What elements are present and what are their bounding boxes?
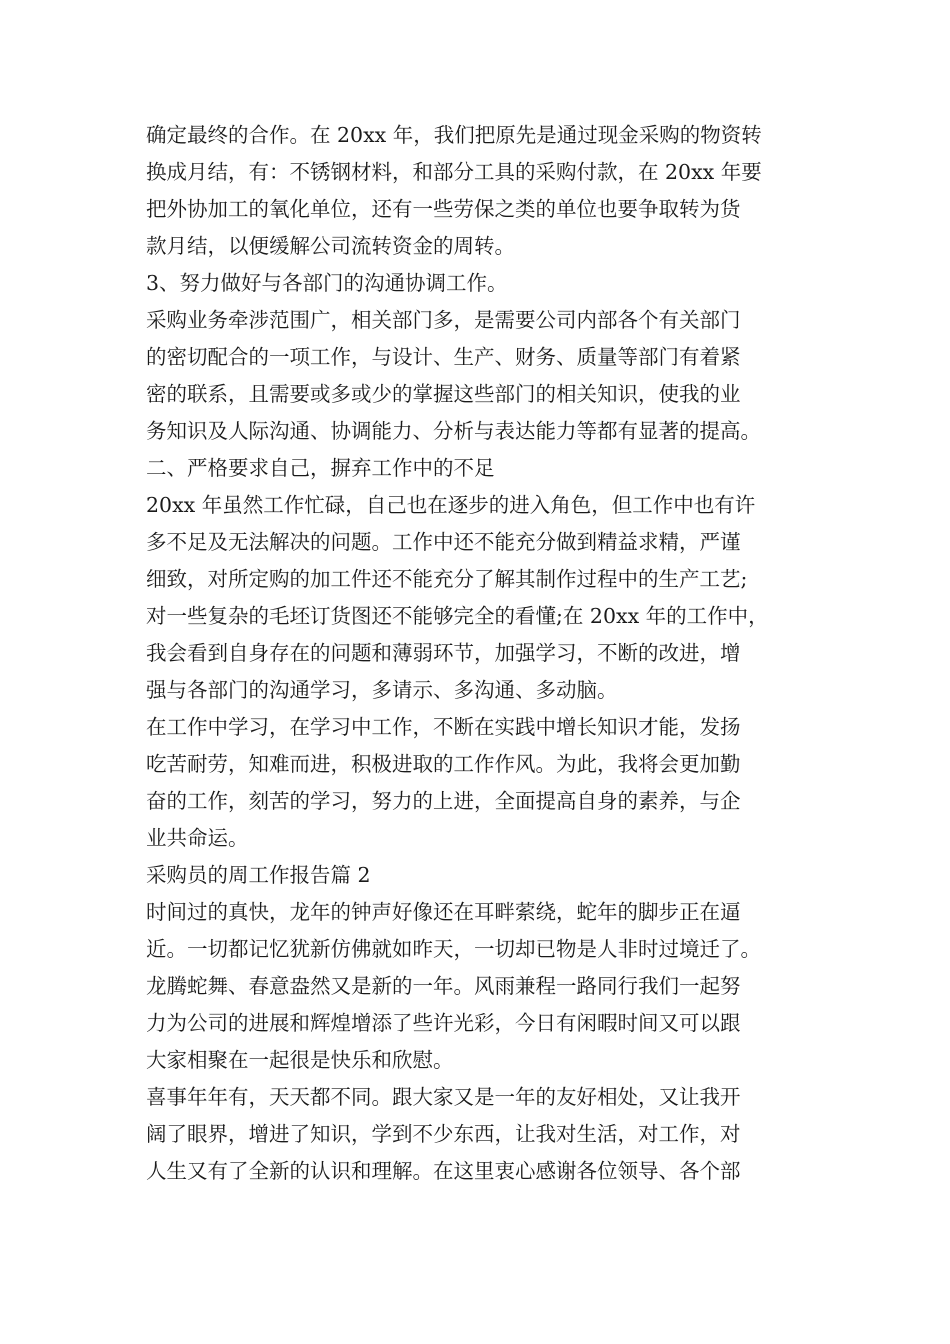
article-title: 采购员的周工作报告篇 2 [146,863,371,887]
text-line: 吃苦耐劳，知难而进，积极进取的工作作风。为此，我将会更加勤 [146,752,741,776]
text-line: 近。一切都记忆犹新仿佛就如昨天，一切却已物是人非时过境迁了。 [146,937,761,961]
document-body [146,117,826,1190]
text-line: 喜事年年有，天天都不同。跟大家又是一年的友好相处，又让我开 [146,1085,741,1109]
text-line: 20xx 年虽然工作忙碌，自己也在逐步的进入角色，但工作中也有许 [146,493,756,517]
text-line: 把外协加工的氧化单位，还有一些劳保之类的单位也要争取转为货 [146,197,741,221]
text-line: 在工作中学习，在学习中工作，不断在实践中增长知识才能，发扬 [146,715,741,739]
text-line: 大家相聚在一起很是快乐和欣慰。 [146,1048,454,1072]
text-line: 龙腾蛇舞、春意盎然又是新的一年。风雨兼程一路同行我们一起努 [146,974,741,998]
section-heading: 二、严格要求自己，摒弃工作中的不足 [146,456,495,480]
text-line: 密的联系，且需要或多或少的掌握这些部门的相关知识，使我的业 [146,382,741,406]
text-line: 确定最终的合作。在 20xx 年，我们把原先是通过现金采购的物资转 [146,123,762,147]
text-line: 阔了眼界，增进了知识，学到不少东西，让我对生活，对工作，对 [146,1122,741,1146]
text-line: 采购业务牵涉范围广，相关部门多，是需要公司内部各个有关部门 [146,308,741,332]
text-line: 业共命运。 [146,826,249,850]
text-line: 力为公司的进展和辉煌增添了些许光彩，今日有闲暇时间又可以跟 [146,1011,741,1035]
text-line: 换成月结，有：不锈钢材料，和部分工具的采购付款，在 20xx 年要 [146,160,762,184]
text-line: 对一些复杂的毛坯订货图还不能够完全的看懂;在 20xx 年的工作中， [146,604,769,628]
text-line: 人生又有了全新的认识和理解。在这里衷心感谢各位领导、各个部 [146,1159,741,1183]
text-line: 奋的工作，刻苦的学习，努力的上进，全面提高自身的素养，与企 [146,789,741,813]
text-line: 款月结，以便缓解公司流转资金的周转。 [146,234,515,258]
section-heading: 3、努力做好与各部门的沟通协调工作。 [146,271,508,295]
text-line: 时间过的真快，龙年的钟声好像还在耳畔萦绕，蛇年的脚步正在逼 [146,900,741,924]
text-line: 务知识及人际沟通、协调能力、分析与表达能力等都有显著的提高。 [146,419,761,443]
text-line: 的密切配合的一项工作，与设计、生产、财务、质量等部门有着紧 [146,345,741,369]
text-line: 我会看到自身存在的问题和薄弱环节，加强学习，不断的改进，增 [146,641,741,665]
text-line: 强与各部门的沟通学习，多请示、多沟通、多动脑。 [146,678,618,702]
text-line: 细致，对所定购的加工件还不能充分了解其制作过程中的生产工艺; [146,567,748,591]
text-line: 多不足及无法解决的问题。工作中还不能充分做到精益求精，严谨 [146,530,741,554]
